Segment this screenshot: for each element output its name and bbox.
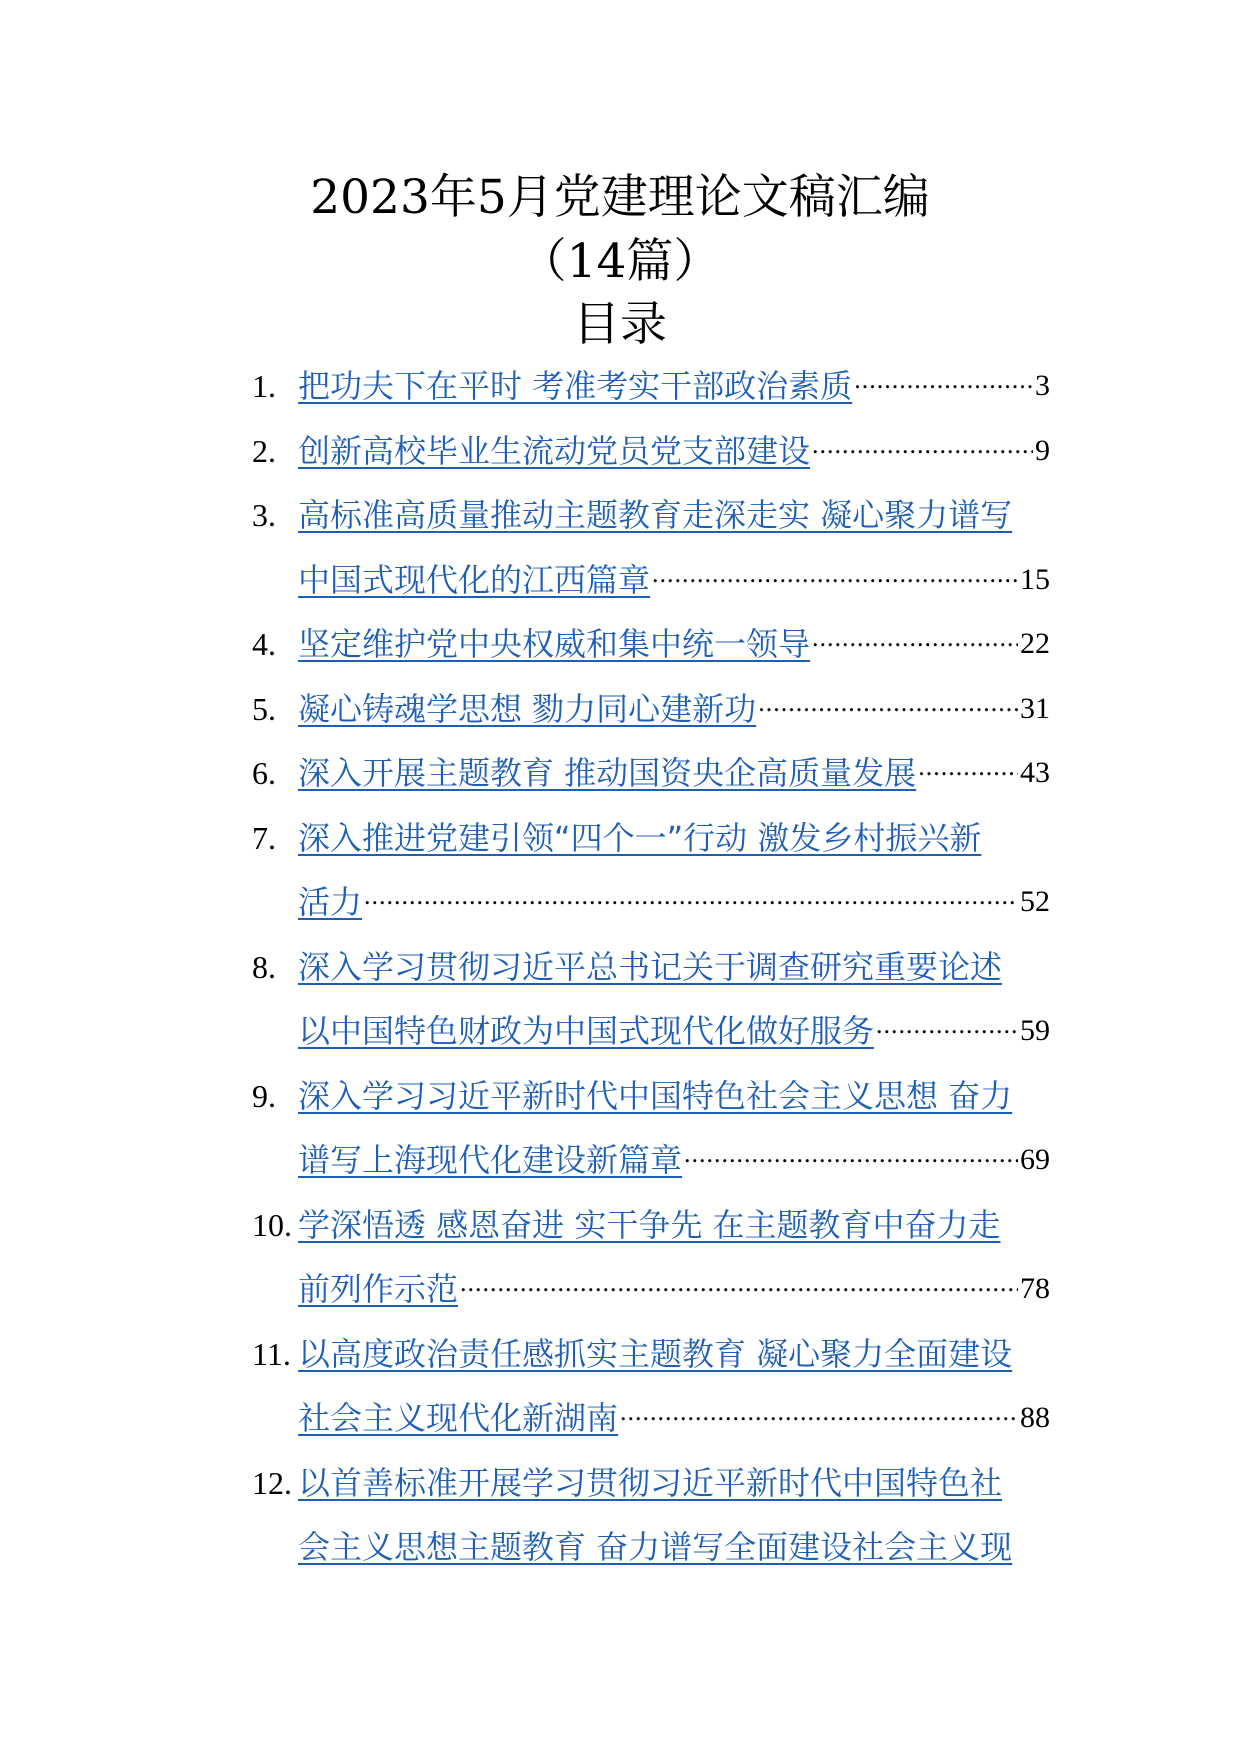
toc-entry-line: [298, 1130, 1050, 1182]
toc-page-number: 88: [1020, 1401, 1050, 1434]
toc-entry-line: [298, 872, 1050, 924]
toc-entry-number: 11.: [252, 1335, 291, 1372]
toc-entry-link[interactable]: 深入学习习近平新时代中国特色社会主义思想 奋力: [298, 1076, 1013, 1115]
toc-page-number: 52: [1020, 885, 1050, 918]
toc-entry-link[interactable]: 社会主义现代化新湖南: [298, 1399, 619, 1437]
toc-dot-leader: [620, 1390, 1018, 1434]
toc-entry-link[interactable]: 以中国特色财政为中国式现代化做好服务: [298, 1012, 875, 1050]
toc-entry-link[interactable]: 凝心铸魂学思想 勠力同心建新功: [298, 689, 757, 728]
toc-entry-line: [298, 1517, 1050, 1569]
toc-entry-line: [298, 1259, 1050, 1311]
toc-entry-number: 10.: [252, 1206, 292, 1243]
toc-dot-leader: [460, 1261, 1018, 1305]
toc-entry-link[interactable]: 深入开展主题教育 推动国资央企高质量发展: [298, 754, 917, 792]
toc-entry-link[interactable]: 深入推进党建引领“四个一”行动 激发乡村振兴新: [298, 818, 982, 857]
toc-entry-link[interactable]: 创新高校毕业生流动党员党支部建设: [298, 431, 811, 470]
toc-entry-number: 2.: [252, 432, 276, 469]
toc-dot-leader: [652, 552, 1018, 596]
toc-entry-link[interactable]: 以高度政治责任感抓实主题教育 凝心聚力全面建设: [298, 1334, 1013, 1373]
toc-entry-link[interactable]: 会主义思想主题教育 奋力谱写全面建设社会主义现: [298, 1528, 1013, 1566]
toc-entry-line: [298, 356, 1050, 408]
toc-page-number: 3: [1035, 369, 1050, 402]
toc-entry-link[interactable]: 深入学习贯彻习近平总书记关于调查研究重要论述: [298, 947, 1003, 986]
toc-entry-line: [298, 937, 1050, 989]
toc-dot-leader: [684, 1132, 1018, 1176]
toc-dot-leader: [812, 616, 1018, 660]
toc-dot-leader: [812, 423, 1033, 467]
toc-entry-link[interactable]: 谱写上海现代化建设新篇章: [298, 1141, 683, 1179]
toc-page-number: 59: [1020, 1014, 1050, 1047]
document-title: 2023年5月党建理论文稿汇编: [310, 170, 930, 225]
toc-entry-link[interactable]: 活力: [298, 883, 363, 921]
toc-entry-line: [298, 485, 1050, 537]
toc-entry-number: 6.: [252, 755, 276, 791]
toc-entry-line: [298, 421, 1050, 473]
toc-entry-number: 12.: [252, 1464, 292, 1501]
toc-dot-leader: [758, 681, 1018, 725]
toc-entry-link[interactable]: 高标准高质量推动主题教育走深走实 凝心聚力谱写: [298, 496, 1013, 534]
document-subtitle: （14篇）: [519, 234, 721, 289]
toc-page-number: 31: [1020, 691, 1050, 725]
toc-entry-line: [298, 550, 1050, 602]
toc-page-number: 15: [1020, 562, 1050, 596]
toc-entry-number: 5.: [252, 690, 276, 727]
toc-entry-link[interactable]: 以首善标准开展学习贯彻习近平新时代中国特色社: [298, 1463, 1003, 1502]
toc-page-number: 22: [1020, 627, 1050, 660]
toc-page-number: 78: [1020, 1272, 1050, 1305]
toc-entry-link[interactable]: 前列作示范: [298, 1270, 459, 1308]
toc-entry-link[interactable]: 学深悟透 感恩奋进 实干争先 在主题教育中奋力走: [298, 1205, 1001, 1244]
toc-entry-number: 3.: [252, 497, 276, 533]
toc-entry-number: 8.: [252, 948, 276, 985]
toc-page-number: 9: [1035, 433, 1050, 467]
toc-dot-leader: [854, 358, 1033, 402]
toc-entry-line: [298, 1066, 1050, 1118]
toc-entry-line: [298, 1453, 1050, 1505]
toc-entry-line: [298, 679, 1050, 731]
toc-entry-number: 4.: [252, 626, 276, 662]
toc-entry-link[interactable]: 坚定维护党中央权威和集中统一领导: [298, 625, 811, 663]
toc-entry-number: 9.: [252, 1077, 276, 1114]
toc-entry-line: [298, 1001, 1050, 1053]
toc-entry-link[interactable]: 把功夫下在平时 考准考实干部政治素质: [298, 367, 853, 405]
toc-dot-leader: [876, 1003, 1018, 1047]
toc-entry-line: [298, 808, 1050, 860]
toc-page-number: 69: [1020, 1143, 1050, 1176]
toc-entry-number: 1.: [252, 368, 276, 404]
toc-entry-number: 7.: [252, 819, 276, 856]
toc-page-number: 43: [1020, 756, 1050, 789]
toc-dot-leader: [364, 874, 1018, 918]
toc-entry-line: [298, 743, 1050, 795]
toc-dot-leader: [918, 745, 1018, 789]
toc-entry-line: [298, 1324, 1050, 1376]
toc-entry-line: [298, 1388, 1050, 1440]
toc-entry-line: [298, 614, 1050, 666]
toc-entry-link[interactable]: 中国式现代化的江西篇章: [298, 560, 651, 599]
toc-entry-line: [298, 1195, 1050, 1247]
toc-heading: 目录: [573, 297, 667, 352]
